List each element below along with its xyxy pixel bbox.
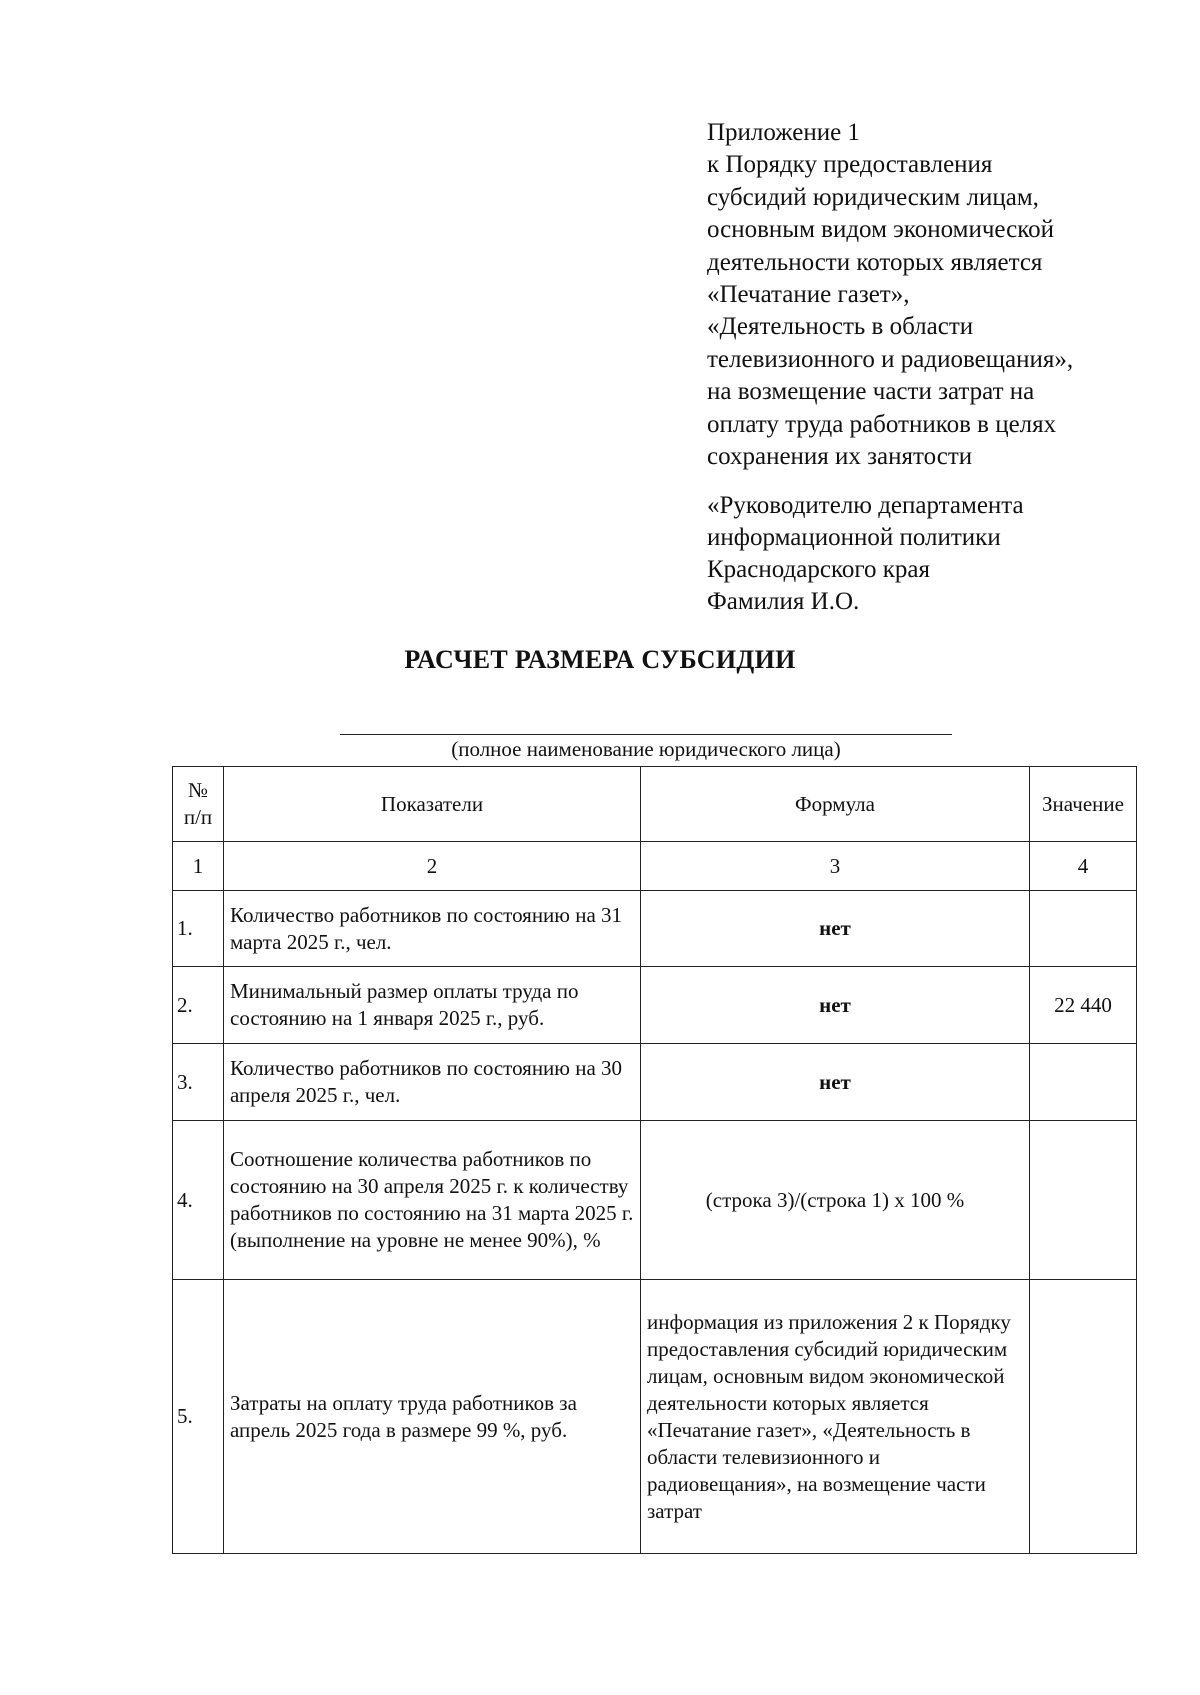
appendix-line: к Порядку предоставления (707, 151, 993, 179)
row-value (1030, 1121, 1137, 1280)
addressee-line: Фамилия И.О. (707, 588, 860, 615)
table-row (173, 1280, 1137, 1554)
header-indicators: Показатели (224, 767, 641, 842)
appendix-line: «Деятельность в области (707, 313, 974, 341)
appendix-line: оплату труда работников в целях (707, 410, 1057, 438)
addressee-block (707, 490, 1177, 618)
row-indicator: Соотношение количества работников по состоянию на 30 апреля 2025 г. к количеству работников по состоянию на 31 марта 2025 г. (выполнение на уровне не менее 90%), % (224, 1121, 641, 1280)
subsidy-calculation-table (172, 766, 1137, 1554)
org-name-fill-line (340, 734, 952, 735)
row-number: 3. (173, 1044, 224, 1121)
org-name-caption: (полное наименование юридического лица) (451, 737, 841, 761)
addressee-line: информационной политики (707, 524, 1001, 551)
appendix-line: субсидий юридическим лицам, (707, 183, 1039, 211)
row-indicator: Количество работников по состоянию на 30 апреля 2025 г., чел. (224, 1044, 641, 1121)
row-number: 4. (173, 1121, 224, 1280)
column-number-row (173, 842, 1137, 891)
document-title: РАСЧЕТ РАЗМЕРА СУБСИДИИ (404, 645, 796, 674)
col-number-cell: 1 (173, 842, 224, 891)
header-value: Значение (1030, 767, 1137, 842)
col-number-cell: 4 (1030, 842, 1137, 891)
row-indicator: Количество работников по состоянию на 31 марта 2025 г., чел. (224, 891, 641, 967)
table-row (173, 891, 1137, 967)
appendix-line: Приложение 1 (707, 119, 860, 146)
table-row (173, 967, 1137, 1044)
col-number-cell: 2 (224, 842, 641, 891)
row-indicator: Затраты на оплату труда работников за апрель 2025 года в размере 99 %, руб. (224, 1280, 641, 1554)
appendix-line: сохранения их занятости (707, 443, 973, 471)
addressee-line: Краснодарского края (707, 556, 930, 583)
col-number-cell: 3 (641, 842, 1030, 891)
appendix-header (707, 117, 1177, 473)
row-value (1030, 891, 1137, 967)
addressee-line: «Руководителю департамента (707, 492, 1024, 519)
row-number: 2. (173, 967, 224, 1044)
row-formula: нет (641, 891, 1030, 967)
table-row (173, 1121, 1137, 1280)
row-value: 22 440 (1030, 967, 1137, 1044)
row-number: 1. (173, 891, 224, 967)
appendix-line: деятельности которых является (707, 248, 1043, 276)
row-indicator: Минимальный размер оплаты труда по состоянию на 1 января 2025 г., руб. (224, 967, 641, 1044)
row-formula: нет (641, 967, 1030, 1044)
row-number: 5. (173, 1280, 224, 1554)
header-formula: Формула (641, 767, 1030, 842)
table-row (173, 1044, 1137, 1121)
row-formula: нет (641, 1044, 1030, 1121)
row-formula: информация из приложения 2 к Порядку предоставления субсидий юридическим лицам, основным видом экономической деятельности которых является «Печатание газет», «Деятельность в области телевизионного и радиовещания», на возмещение части затрат (641, 1280, 1030, 1554)
appendix-line: на возмещение части затрат на (707, 378, 1035, 406)
header-number: № п/п (173, 767, 224, 842)
row-value (1030, 1280, 1137, 1554)
row-value (1030, 1044, 1137, 1121)
appendix-line: «Печатание газет», (707, 281, 910, 309)
row-formula: (строка 3)/(строка 1) х 100 % (641, 1121, 1030, 1280)
appendix-line: основным видом экономической (707, 216, 1054, 244)
table-header-row (173, 767, 1137, 842)
appendix-line: телевизионного и радиовещания», (707, 345, 1074, 373)
